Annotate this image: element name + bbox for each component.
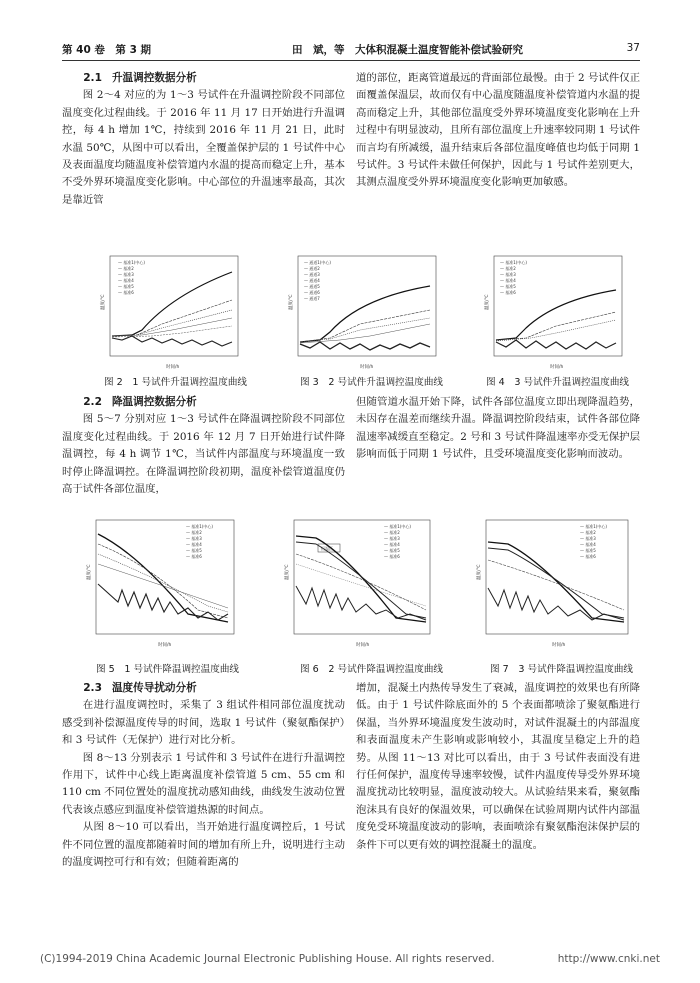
figure-4	[476, 250, 626, 372]
paragraph: 增加，混凝土内热传导发生了衰减，温度调控的效果也有所降低。由于 1 号试件除底面外的 5 个表面都喷涂了聚氨酯进行保温，当外界环境温度发生波动时，对试件混凝土的内部温度和表面温度未产生影响或影响较小，其温度呈稳定上升的趋势。从图 11～13 对比可以看出，由于 3 号试件表面没有进行任何保护，温度传导速率较慢，试件内温度传导受外界环境温度扰动比较明显，温度波动较大。从试验结果来看，聚氨酯泡沫具有良好的保温效果，可以确保在试验周期内试件内部温度免受环境温度波动的影响，表面喷涂有聚氨酯泡沫保护层的条件下可以更有效的调控混凝土的温度。	[356, 682, 640, 851]
svg-text:— 基准2: — 基准2	[118, 266, 134, 271]
svg-text:温度/℃: 温度/℃	[485, 294, 490, 310]
figure-2-plot	[92, 250, 242, 372]
svg-text:— 基准4: — 基准4	[500, 278, 516, 283]
paragraph: 图 8～13 分别表示 1 号试件和 3 号试件在进行升温调控作用下，试件中心线上距离温度补偿管道 5 cm、55 cm 和 110 cm 不同位置处的温度扰动感知曲线，曲线发生波动位置代表该点感应到温度补偿管道热源的时间点。	[62, 751, 345, 816]
svg-text:— 基准3: — 基准3	[500, 272, 516, 277]
svg-text:— 基准3: — 基准3	[186, 536, 202, 541]
section-2-2-right	[356, 394, 640, 464]
svg-text:时间/h: 时间/h	[360, 365, 374, 370]
svg-text:— 基准1(中心): — 基准1(中心)	[118, 260, 145, 265]
figure-2	[92, 250, 242, 372]
svg-text:— 通道5: — 通道5	[304, 284, 320, 289]
section-heading: 2.2 降温调控数据分析	[83, 396, 197, 408]
page-header	[62, 42, 640, 58]
svg-text:— 基准3: — 基准3	[580, 536, 596, 541]
annotation-label: 恒温区	[321, 546, 333, 551]
svg-text:— 基准1(中心): — 基准1(中心)	[186, 524, 213, 529]
svg-text:时间/h: 时间/h	[158, 643, 172, 648]
figure-6-plot	[276, 514, 434, 650]
svg-text:— 基准2: — 基准2	[186, 530, 202, 535]
svg-text:— 基准6: — 基准6	[500, 290, 516, 295]
page-footer	[40, 953, 660, 965]
figure-2-caption: 图 2 1 号试件升温调控温度曲线	[104, 377, 248, 388]
svg-text:— 基准2: — 基准2	[384, 530, 400, 535]
figure-3	[280, 250, 440, 372]
figure-4-caption: 图 4 3 号试件升温调控温度曲线	[486, 377, 630, 388]
figure-4-plot	[476, 250, 626, 372]
paragraph: 从图 8～10 可以看出，当开始进行温度调控后，1 号试件不同位置的温度都随着时间的增加有所上升，说明进行主动的温度调控可行和有效；但随着距离的	[62, 821, 345, 869]
figure-5	[78, 514, 238, 650]
figure-6-caption: 图 6 2 号试件降温调控温度曲线	[300, 664, 444, 675]
svg-text:— 基准1(中心): — 基准1(中心)	[580, 524, 607, 529]
figure-7-plot	[468, 514, 632, 650]
figure-6	[276, 514, 434, 650]
svg-text:— 基准2: — 基准2	[500, 266, 516, 271]
copyright-notice: (C)1994-2019 China Academic Journal Electronic Publishing House. All rights reserved.	[40, 953, 495, 965]
svg-text:温度/℃: 温度/℃	[101, 294, 106, 310]
svg-text:— 基准5: — 基准5	[118, 284, 134, 289]
section-2-1-right	[356, 70, 640, 192]
svg-text:— 基准3: — 基准3	[118, 272, 134, 277]
page-number: 37	[626, 42, 640, 54]
svg-text:— 基准5: — 基准5	[500, 284, 516, 289]
paragraph: 图 5～7 分别对应 1～3 号试件在降温调控阶段不同部位温度变化过程曲线。于 2016 年 12 月 7 日开始进行试件降温调控，每 4 h 调节 1℃，当试件内部温度与环境温度一致时停止降温调控。在降温调控阶段初期，温度补偿管道温度仍高于试件各部位温度，	[62, 413, 345, 496]
paragraph: 但随管道水温开始下降，试件各部位温度立即出现降温趋势，未因存在温差而继续升温。降温调控阶段结束，试件各部位降温速率减缓直至稳定。2 号和 3 号试件降温速率亦受无保护层影响而低于同期 1 号试件，且受环境温度变化影响而波动。	[356, 396, 640, 461]
svg-text:— 基准1(中心): — 基准1(中心)	[384, 524, 411, 529]
svg-text:时间/h: 时间/h	[356, 643, 370, 648]
svg-text:— 通道4: — 通道4	[304, 278, 320, 283]
svg-text:— 基准2: — 基准2	[580, 530, 596, 535]
svg-text:温度/℃: 温度/℃	[477, 564, 482, 580]
figure-7	[468, 514, 632, 650]
figure-5-plot	[78, 514, 238, 650]
svg-text:— 基准5: — 基准5	[186, 548, 202, 553]
svg-text:— 基准6: — 基准6	[186, 554, 202, 559]
svg-text:— 通道1(中心): — 通道1(中心)	[304, 260, 331, 265]
svg-text:— 基准1(中心): — 基准1(中心)	[500, 260, 527, 265]
svg-text:— 通道6: — 通道6	[304, 290, 320, 295]
svg-text:温度/℃: 温度/℃	[285, 564, 290, 580]
svg-text:时间/h: 时间/h	[552, 643, 566, 648]
section-2-3-right	[356, 680, 640, 854]
svg-text:— 基准4: — 基准4	[118, 278, 134, 283]
svg-text:— 基准4: — 基准4	[384, 542, 400, 547]
figure-3-caption: 图 3 2 号试件升温调控温度曲线	[300, 377, 444, 388]
paragraph: 图 2～4 对应的为 1～3 号试件在升温调控阶段不同部位温度变化过程曲线。于 2016 年 11 月 17 日开始进行升温调控，每 4 h 增加 1℃，持续到 2016 年 11 月 21 日，此时水温 50℃，从图中可以看出，全覆盖保护层的 1 号试件中心及表面温度均随温度补偿管道内水温的提高而稳定上升，基本不受外界环境温度变化影响。中心部位的升温速率最高，其次是靠近管	[62, 89, 345, 206]
svg-text:温度/℃: 温度/℃	[289, 294, 294, 310]
section-2-2-left	[62, 394, 345, 498]
svg-text:— 基准4: — 基准4	[580, 542, 596, 547]
section-2-3-left	[62, 680, 345, 871]
paragraph: 道的部位，距离管道最远的背面部位最慢。由于 2 号试件仅正面覆盖保温层，故而仅有中心温度随温度补偿管道内水温的提高而稳定上升，其他部位温度受外界环境温度变化影响在上升过程中有明显波动，且所有部位温度上升速率较同期 1 号试件而言均有所减缓，温升结束后各部位温度峰值也均低于同期 1 号试件。3 号试件未做任何保护，因此与 1 号试件差别更大，其测点温度受外界环境温度变化影响更加敏感。	[356, 72, 640, 189]
svg-text:时间/h: 时间/h	[166, 365, 180, 370]
svg-text:— 基准5: — 基准5	[580, 548, 596, 553]
paragraph: 在进行温度调控时，采集了 3 组试件相同部位温度扰动感受到补偿源温度传导的时间，选取 1 号试件（聚氨酯保护）和 3 号试件（无保护）进行对比分析。	[62, 699, 345, 747]
svg-text:— 基准6: — 基准6	[580, 554, 596, 559]
figure-5-caption: 图 5 1 号试件降温调控温度曲线	[96, 664, 240, 675]
svg-text:— 基准6: — 基准6	[118, 290, 134, 295]
svg-text:— 通道7: — 通道7	[304, 296, 320, 301]
running-title: 田 斌，等 大体积混凝土温度智能补偿试验研究	[292, 44, 523, 56]
svg-text:— 通道2: — 通道2	[304, 266, 320, 271]
svg-text:— 通道3: — 通道3	[304, 272, 320, 277]
header-rule	[62, 60, 640, 61]
figure-7-caption: 图 7 3 号试件降温调控温度曲线	[490, 664, 634, 675]
figure-3-plot	[280, 250, 440, 372]
svg-text:— 基准5: — 基准5	[384, 548, 400, 553]
footer-url[interactable]: http://www.cnki.net	[557, 953, 660, 965]
section-heading: 2.3 温度传导扰动分析	[83, 682, 197, 694]
svg-text:— 基准3: — 基准3	[384, 536, 400, 541]
journal-volume: 第 40 卷 第 3 期	[62, 44, 152, 56]
svg-text:— 基准4: — 基准4	[186, 542, 202, 547]
section-heading: 2.1 升温调控数据分析	[83, 72, 197, 84]
svg-text:— 基准6: — 基准6	[384, 554, 400, 559]
section-2-1-left	[62, 70, 345, 209]
svg-text:温度/℃: 温度/℃	[87, 564, 92, 580]
svg-text:时间/h: 时间/h	[550, 365, 564, 370]
